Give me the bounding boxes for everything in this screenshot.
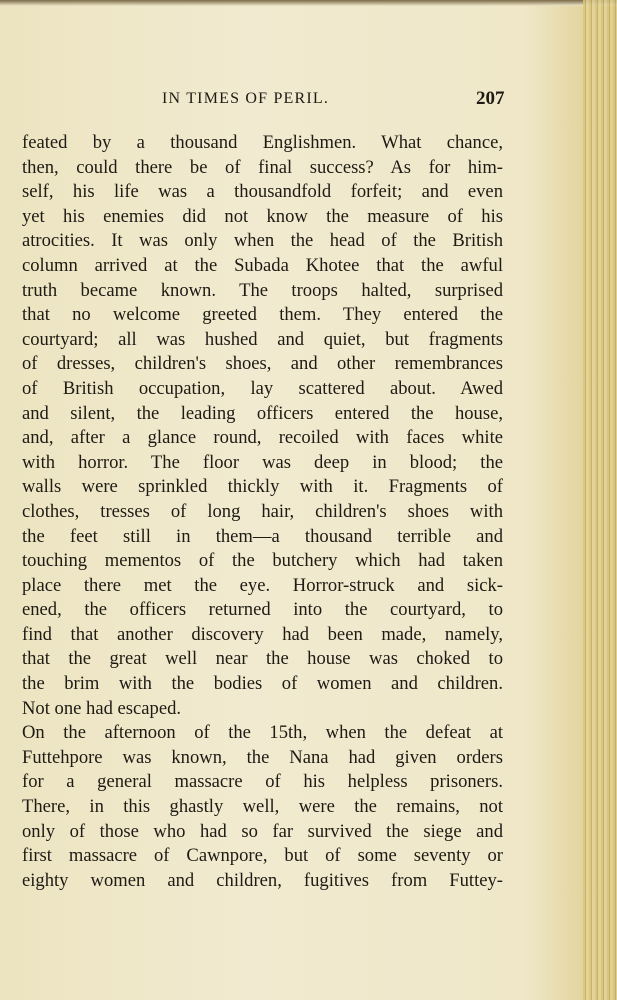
text-line: find that another discovery had been made, namely, [22,623,503,645]
text-line: and, after a glance round, recoiled with faces white [22,427,503,449]
text-line: and silent, the leading officers entered the house, [22,402,503,424]
text-line: clothes, tresses of long hair, children's shoes with [22,500,503,522]
text-line: then, could there be of final success? As for him- [22,156,503,178]
text-line: On the afternoon of the 15th, when the defeat at [22,722,503,744]
book-page-edges [583,0,617,1000]
text-line: that no welcome greeted them. They entered the [22,304,503,326]
text-line: that the great well near the house was choked to [22,648,503,670]
text-line: only of those who had so far survived the siege and [22,820,503,842]
running-title: IN TIMES OF PERIL. [162,90,330,107]
text-line: Futtehpore was known, the Nana had given orders [22,746,503,768]
text-line: walls were sprinkled thickly with it. Fragments of [22,476,503,498]
text-line: atrocities. It was only when the head of the British [22,230,503,252]
text-line: the feet still in them—a thousand terrible and [22,525,503,547]
text-line: yet his enemies did not know the measure of his [22,205,503,227]
text-line: of dresses, children's shoes, and other remembrances [22,353,503,375]
text-line: of British occupation, lay scattered about. Awed [22,377,503,399]
text-line: the brim with the bodies of women and children. [22,673,503,695]
text-line: column arrived at the Subada Khotee that the awful [22,254,503,276]
page-top-edge [0,0,617,6]
body-text [22,131,503,893]
text-line: courtyard; all was hushed and quiet, but fragments [22,328,503,350]
text-line: eighty women and children, fugitives from Futtey- [22,869,503,891]
text-line: for a general massacre of his helpless prisoners. [22,771,503,793]
text-line: touching mementos of the butchery which had taken [22,550,503,572]
page-header [0,90,617,114]
page-number: 207 [476,88,505,109]
text-line: feated by a thousand Englishmen. What chance, [22,132,503,153]
text-line: truth became known. The troops halted, surprised [22,279,503,301]
text-line: self, his life was a thousandfold forfeit; and even [22,181,503,203]
text-line: ened, the officers returned into the courtyard, to [22,599,503,621]
text-line: place there met the eye. Horror-struck and sick- [22,574,503,596]
text-line: Not one had escaped. [22,697,182,719]
text-line: with horror. The floor was deep in blood; the [22,451,503,473]
text-line: first massacre of Cawnpore, but of some seventy or [22,845,503,867]
text-line: There, in this ghastly well, were the remains, not [22,796,503,818]
